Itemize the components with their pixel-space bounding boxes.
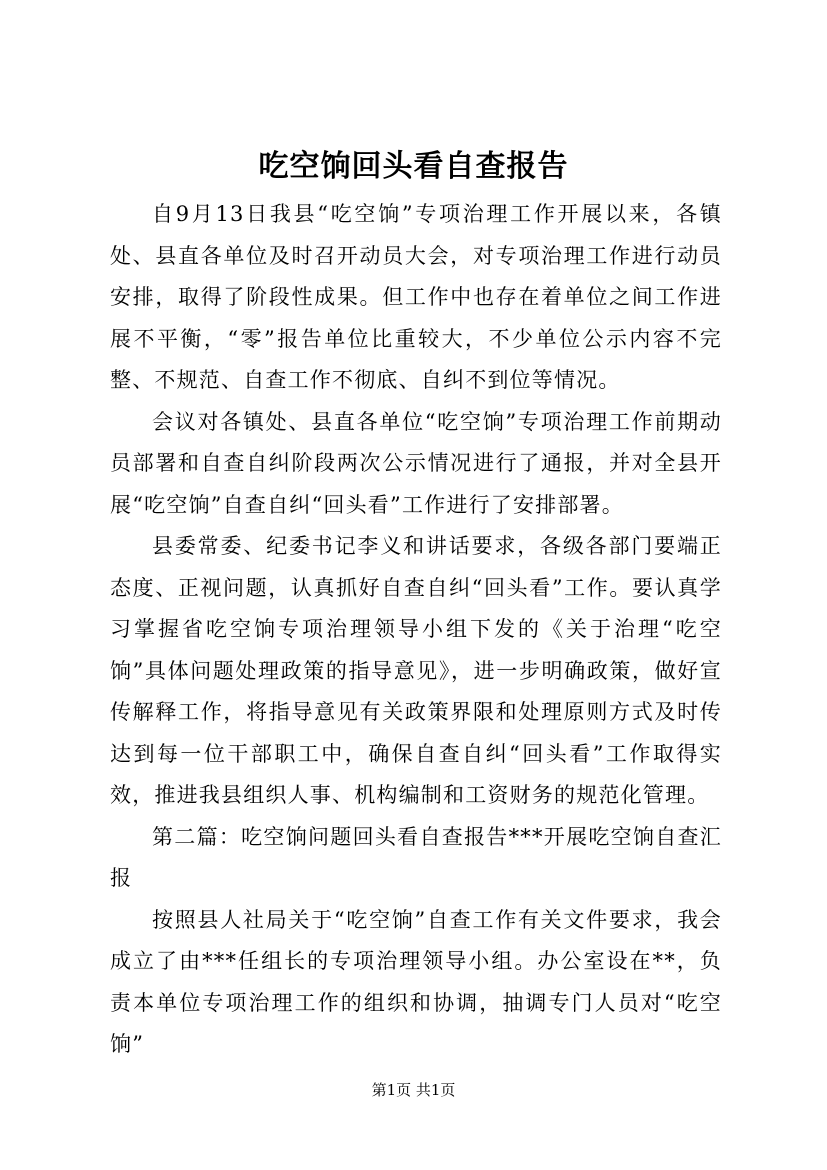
document-body [110, 194, 722, 1066]
document-title: 吃空饷回头看自查报告 [258, 149, 569, 184]
paragraph-2: 会议对各镇处、县直各单位“吃空饷”专项治理工作前期动员部署和自查自纠阶段两次公示情况进行了通报，并对全县开展“吃空饷”自查自纠“回头看”工作进行了安排部署。 [110, 409, 722, 517]
paragraph-5: 按照县人社局关于“吃空饷”自查工作有关文件要求，我会成立了由***任组长的专项治理领导小组。办公室设在**，负责本单位专项治理工作的组织和协调，抽调专门人员对“吃空饷” [110, 907, 722, 1056]
paragraph-3: 县委常委、纪委书记李义和讲话要求，各级各部门要端正态度、正视问题，认真抓好自查自纠“回头看”工作。要认真学习掌握省吃空饷专项治理领导小组下发的《关于治理“吃空饷”具体问题处理政策的指导意见》，进一步明确政策，做好宣传解释工作，将指导意见有关政策界限和处理原则方式及时传达到每一位干部职工中，确保自查自纠“回头看”工作取得实效，推进我县组织人事、机构编制和工资财务的规范化管理。 [110, 534, 722, 807]
paragraph-1: 自9月13日我县“吃空饷”专项治理工作开展以来，各镇处、县直各单位及时召开动员大会，对专项治理工作进行动员安排，取得了阶段性成果。但工作中也存在着单位之间工作进展不平衡，“零”报告单位比重较大，不少单位公示内容不完整、不规范、自查工作不彻底、自纠不到位等情况。 [110, 202, 722, 392]
paragraph-4-section-heading: 第二篇：吃空饷问题回头看自查报告***开展吃空饷自查汇报 [110, 824, 722, 890]
page-footer: 第1页 共1页 [371, 1081, 456, 1099]
